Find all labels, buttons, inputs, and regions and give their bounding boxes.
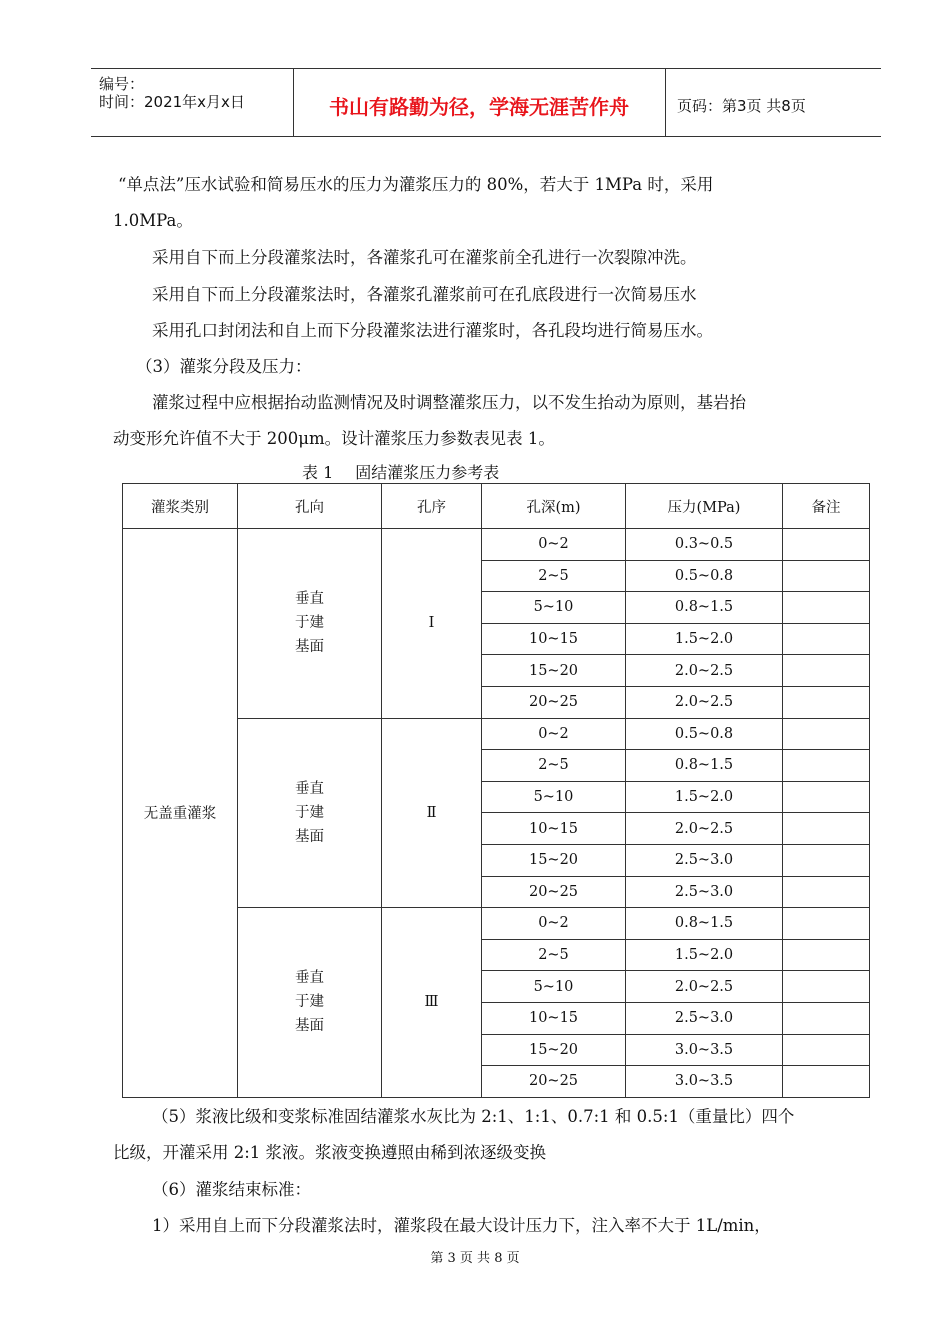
pressure-cell: 2.5~3.0 [626, 1002, 783, 1034]
table-row [123, 529, 870, 561]
direction-cell [238, 908, 382, 1098]
table-caption-number: 表 1 [302, 463, 334, 482]
depth-cell: 15~20 [482, 844, 626, 876]
section-heading: （6）灌浆结束标准： [152, 1180, 311, 1199]
depth-cell: 5~10 [482, 781, 626, 813]
note-cell [783, 781, 870, 813]
header-motto-cell [293, 69, 666, 136]
header-motto: 书山有路勤为径，学海无涯苦作舟 [329, 95, 629, 119]
paragraph-line: 灌浆过程中应根据抬动监测情况及时调整灌浆压力，以不发生抬动为原则，基岩抬 [152, 393, 746, 412]
depth-cell: 20~25 [482, 686, 626, 718]
note-cell [783, 655, 870, 687]
order-cell: Ⅱ [382, 718, 482, 908]
header-page-number: 页码：第3页 共8页 [677, 97, 806, 115]
depth-cell: 15~20 [482, 655, 626, 687]
depth-cell: 20~25 [482, 1066, 626, 1098]
pressure-cell: 2.0~2.5 [626, 686, 783, 718]
table-header-cell: 灌浆类别 [123, 484, 238, 529]
note-cell [783, 844, 870, 876]
order-cell: Ⅰ [382, 529, 482, 719]
pressure-cell: 2.0~2.5 [626, 813, 783, 845]
depth-cell: 10~15 [482, 813, 626, 845]
paragraph-line: 1.0MPa。 [113, 211, 193, 230]
note-cell [783, 908, 870, 940]
depth-cell: 0~2 [482, 908, 626, 940]
pressure-cell: 0.8~1.5 [626, 908, 783, 940]
pressure-cell: 2.0~2.5 [626, 971, 783, 1003]
table-header-row [123, 484, 870, 529]
note-cell [783, 686, 870, 718]
table-header-cell: 孔序 [382, 484, 482, 529]
note-cell [783, 529, 870, 561]
paragraph-line: 比级，开灌采用 2:1 浆液。浆液变换遵照由稀到浓逐级变换 [113, 1143, 547, 1162]
depth-cell: 2~5 [482, 560, 626, 592]
note-cell [783, 1002, 870, 1034]
paragraph-line: 采用自下而上分段灌浆法时，各灌浆孔可在灌浆前全孔进行一次裂隙冲洗。 [152, 248, 697, 267]
table-header-cell: 备注 [783, 484, 870, 529]
depth-cell: 0~2 [482, 718, 626, 750]
pressure-cell: 1.5~2.0 [626, 781, 783, 813]
table-header-cell: 孔向 [238, 484, 382, 529]
table-caption [302, 460, 499, 483]
depth-cell: 5~10 [482, 592, 626, 624]
depth-cell: 15~20 [482, 1034, 626, 1066]
document-time-label: 时间：2021年x月x日 [99, 93, 245, 111]
pressure-cell: 2.5~3.0 [626, 876, 783, 908]
note-cell [783, 592, 870, 624]
note-cell [783, 1066, 870, 1098]
paragraph-line: 1）采用自上而下分段灌浆法时，灌浆段在最大设计压力下，注入率不大于 1L/min， [152, 1216, 771, 1235]
pressure-cell: 2.5~3.0 [626, 844, 783, 876]
header-meta-cell [91, 69, 294, 136]
table-caption-title: 固结灌浆压力参考表 [355, 463, 500, 482]
note-cell [783, 560, 870, 592]
paragraph-line: 采用孔口封闭法和自上而下分段灌浆法进行灌浆时，各孔段均进行简易压水。 [152, 321, 713, 340]
direction-text: 垂直 于建 基面 [295, 780, 324, 845]
pressure-cell: 0.3~0.5 [626, 529, 783, 561]
pressure-cell: 1.5~2.0 [626, 623, 783, 655]
direction-text: 垂直 于建 基面 [295, 591, 324, 656]
pressure-cell: 0.5~0.8 [626, 718, 783, 750]
table-header-cell: 压力(MPa) [626, 484, 783, 529]
depth-cell: 2~5 [482, 939, 626, 971]
paragraph-line: 动变形允许值不大于 200μm。设计灌浆压力参数表见表 1。 [113, 429, 555, 448]
note-cell [783, 813, 870, 845]
order-cell: Ⅲ [382, 908, 482, 1098]
category-cell: 无盖重灌浆 [123, 529, 238, 1098]
pressure-cell: 0.8~1.5 [626, 750, 783, 782]
direction-text: 垂直 于建 基面 [295, 970, 324, 1035]
depth-cell: 20~25 [482, 876, 626, 908]
pressure-cell: 0.5~0.8 [626, 560, 783, 592]
depth-cell: 0~2 [482, 529, 626, 561]
direction-cell [238, 529, 382, 719]
pressure-cell: 0.8~1.5 [626, 592, 783, 624]
depth-cell: 10~15 [482, 623, 626, 655]
page-header [91, 68, 881, 137]
note-cell [783, 718, 870, 750]
paragraph-line: （5）浆液比级和变浆标准固结灌浆水灰比为 2:1、1:1、0.7:1 和 0.5:1（重量比）四个 [152, 1107, 795, 1126]
table-header-cell: 孔深(m) [482, 484, 626, 529]
paragraph-line: “单点法”压水试验和简易压水的压力为灌浆压力的 80%，若大于 1MPa 时，采用 [118, 175, 714, 194]
note-cell [783, 876, 870, 908]
direction-cell [238, 718, 382, 908]
header-page-cell [667, 69, 881, 136]
document-number-label: 编号： [99, 75, 145, 93]
note-cell [783, 939, 870, 971]
page-footer: 第 3 页 共 8 页 [430, 1251, 520, 1266]
depth-cell: 5~10 [482, 971, 626, 1003]
note-cell [783, 623, 870, 655]
depth-cell: 10~15 [482, 1002, 626, 1034]
paragraph-line: 采用自下而上分段灌浆法时，各灌浆孔灌浆前可在孔底段进行一次简易压水 [152, 285, 697, 304]
note-cell [783, 1034, 870, 1066]
note-cell [783, 971, 870, 1003]
grouting-pressure-table [122, 483, 870, 1098]
pressure-cell: 3.0~3.5 [626, 1066, 783, 1098]
pressure-cell: 3.0~3.5 [626, 1034, 783, 1066]
pressure-cell: 1.5~2.0 [626, 939, 783, 971]
section-heading: （3）灌浆分段及压力： [136, 357, 312, 376]
note-cell [783, 750, 870, 782]
pressure-cell: 2.0~2.5 [626, 655, 783, 687]
depth-cell: 2~5 [482, 750, 626, 782]
